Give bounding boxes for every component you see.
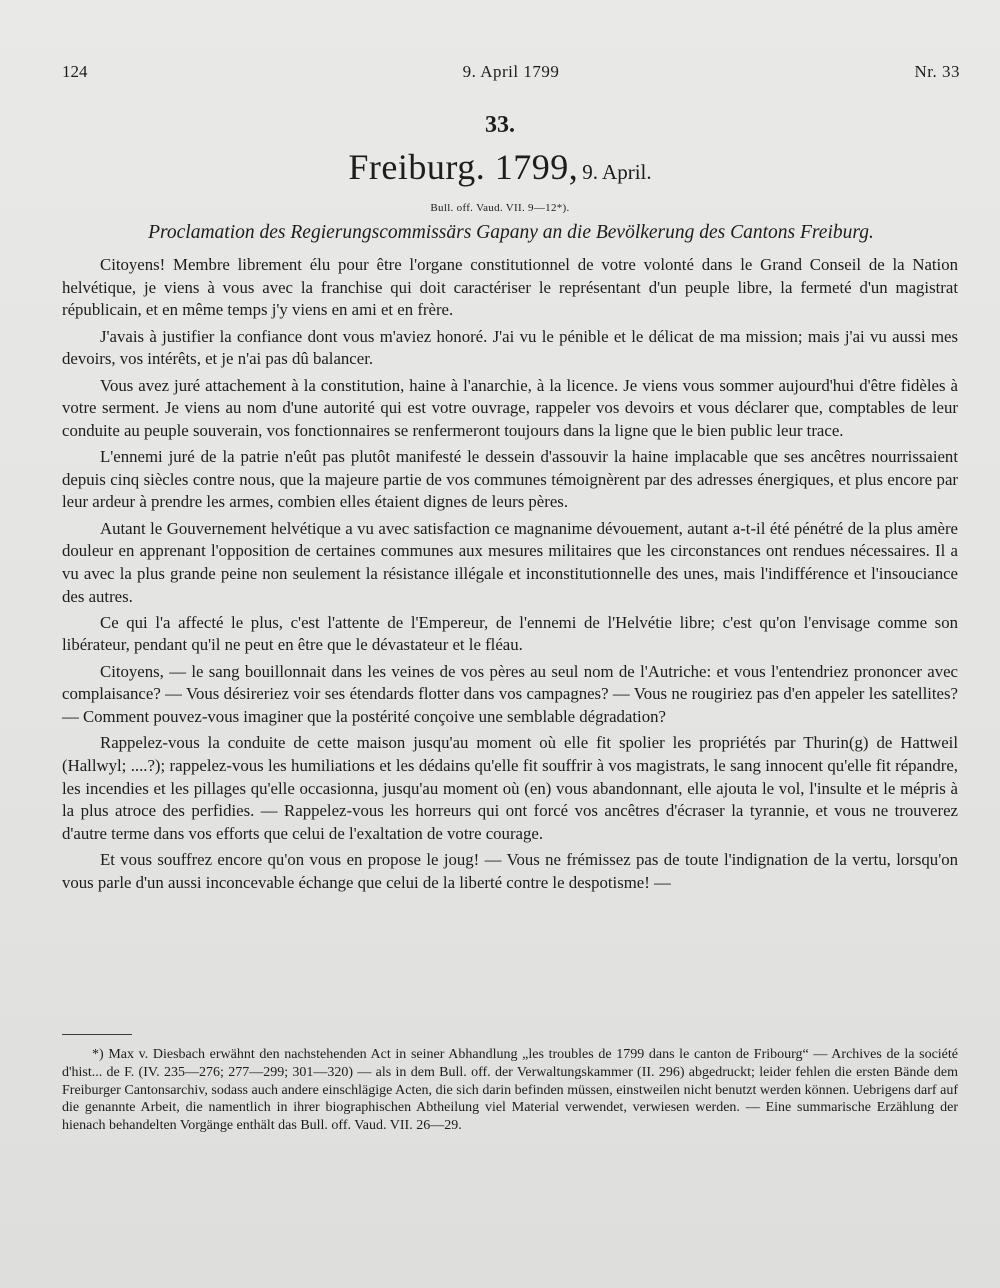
document-title: [0, 146, 1000, 188]
title-place-year: Freiburg. 1799,: [348, 147, 579, 187]
proclamation-body: [62, 254, 958, 898]
paragraph: Citoyens! Membre librement élu pour être l'organe constitutionnel de votre volonté dans le Grand Conseil de la Nation helvétique, je viens à vous avec la franchise qui doit caractériser le représentant d'un peuple libre, la fermeté d'un magistrat républicain, et en même temps j'y viens en ami et en frère.: [62, 255, 958, 320]
paragraph: Citoyens, — le sang bouillonnait dans les veines de vos pères au seul nom de l'Autriche: et vous l'entendriez prononcer avec complaisance? — Vous désireriez voir ses étendards flotter dans vos campagnes? — Vous ne rougiriez pas d'en appeler les satellites? — Comment pouvez-vous imaginer que la postérité conçoive une semblable dégradation?: [62, 661, 958, 727]
document-number: 33.: [485, 112, 515, 138]
paragraph: Autant le Gouvernement helvétique a vu avec satisfaction ce magnanime dévouement, autant a-t-il été pénétré de la plus amère douleur en apprenant l'opposition de certaines communes aux mesures militaires que les circonstances ont rendues nécessaires. Il a vu avec la plus grande peine non seulement la résistance illégale et inconstitutionnelle des unes, mais l'indifférence et l'insouciance des autres.: [62, 518, 958, 606]
running-head-date: 9. April 1799: [462, 62, 560, 81]
footnote-divider: [62, 1034, 132, 1035]
paragraph: Rappelez-vous la conduite de cette maison jusqu'au moment où elle fit spolier les propriétés par Thurin(g) de Hattweil (Hallwyl; ....?); rappelez-vous les humiliations et les dédains qu'elle fit souffrir à vos magistrats, le sang innocent qu'elle fit répandre, les incendies et les pillages qu'elle occasionna, jusqu'au moment où (en) vous abandonnant, elle ajouta le vol, l'insulte et le mépris à la plus atroce des perfidies. — Rappelez-vous les horreurs qui ont forcé vos ancêtres d'écraser la tyrannie, et vous ne trouverez d'autre terme dans vos efforts que celui de l'exaltation de votre courage.: [62, 733, 958, 843]
paragraph: L'ennemi juré de la patrie n'eût pas plutôt manifesté le dessein d'assouvir la haine implacable que ses ancêtres nourrissaient depuis cinq siècles contre nous, que la majeure partie de vos communes témoignèrent par des adresses énergiques, et plus encore par leur ardeur à prendre les armes, combien elles étaient dignes de leurs pères.: [62, 447, 958, 512]
running-head: [62, 62, 960, 86]
footnote: *) Max v. Diesbach erwähnt den nachstehenden Act in seiner Abhandlung „les troubles de 1799 dans le canton de Fribourg“ — Archives de la société d'hist... de F. (IV. 235—276; 277—299; 301—320) — als in dem Bull. off. der Verwaltungskammer (II. 296) abgedruckt; leider fehlen die ersten Bände dem Freiburger Cantonsarchiv, sodass auch andere einschlägige Acten, die sich darin befinden müssen, einstweilen nicht benutzt werden können. Uebrigens darf auf die genannte Arbeit, die namentlich in ihrer biographischen Abtheilung viel Material verwendet, verwiesen werden. — Eine summarische Erzählung der hienach behandelten Vorgänge enthält das Bull. off. Vaud. VII. 26—29.: [62, 1047, 958, 1134]
paragraph: Vous avez juré attachement à la constitution, haine à l'anarchie, à la licence. Je viens vous sommer aujourd'hui d'être fidèles à votre serment. Je viens au nom d'une autorité qui est votre ouvrage, rappeler vos devoirs et vous déclarer que, comptables de leur conduite au peuple souverain, vos fonctionnaires se renfermeront toujours dans la ligne que le bien public leur trace.: [62, 375, 958, 440]
document-number-ref: Nr. 33: [914, 62, 960, 81]
paragraph: J'avais à justifier la confiance dont vous m'aviez honoré. J'ai vu le pénible et le délicat de ma mission; mais j'ai vu aussi mes devoirs, vos intérêts, et je n'ai pas dû balancer.: [62, 326, 958, 369]
document-subtitle: Proclamation des Regierungscommissärs Gapany an die Bevölkerung des Cantons Freiburg.: [148, 222, 874, 243]
page-number: 124: [62, 62, 88, 81]
source-reference: Bull. off. Vaud. VII. 9—12*).: [430, 202, 570, 214]
title-date: 9. April.: [582, 160, 652, 184]
paragraph: Ce qui l'a affecté le plus, c'est l'attente de l'Empereur, de l'ennemi de l'Helvétie libre; c'est qu'on l'envisage comme son libérateur, pendant qu'il ne peut en être que le dévastateur et le fléau.: [62, 612, 958, 655]
paragraph: Et vous souffrez encore qu'on vous en propose le joug! — Vous ne frémissez pas de toute l'indignation de la vertu, lorsqu'on vous parle d'un aussi inconcevable échange que celui de la liberté contre le despotisme! —: [62, 850, 958, 892]
